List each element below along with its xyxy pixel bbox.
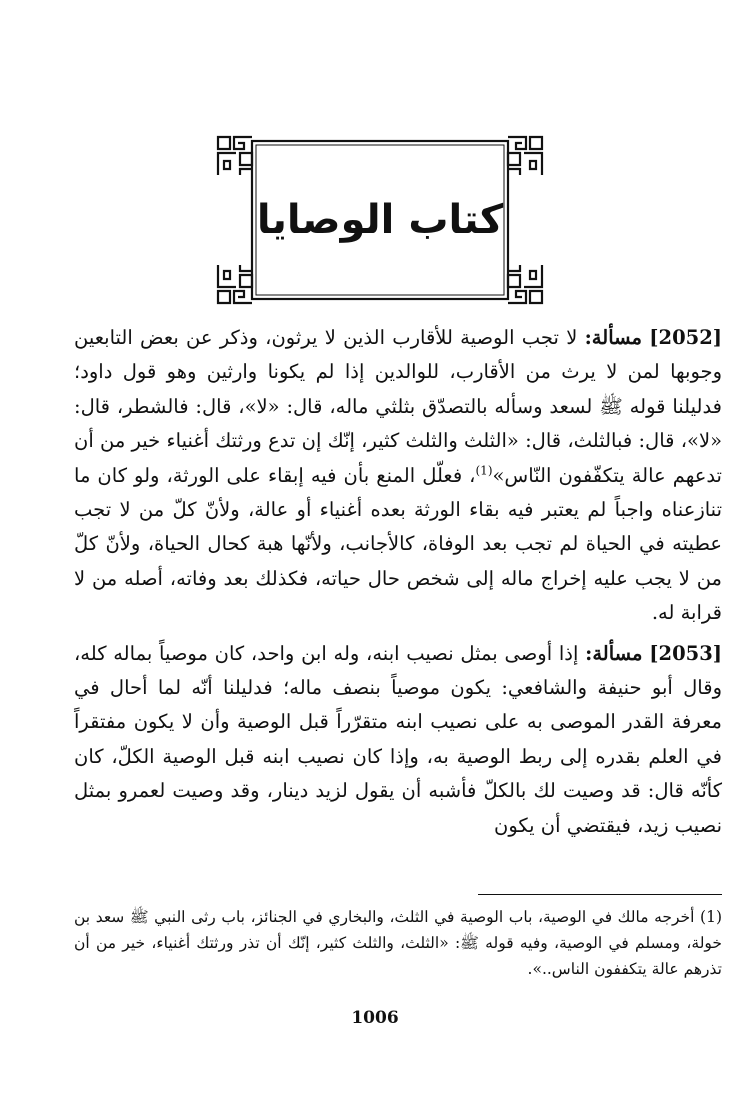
chapter-title-frame (212, 135, 548, 305)
issue-label: مسألة: (584, 326, 642, 349)
issue-text: إذا أوصى بمثل نصيب ابنه، وله ابن واحد، كان موصياً بماله كله، وقال أبو حنيفة والشافعي: يكون موصياً بنصف ماله؛ فدليلنا أنّه لما أحال في معرفة القدر الموصى به على نصيب ابنه متقرّراً قبل الوصية وأن لا يكون مفتقراً في العلم بقدره إلى ربط الوصية به، وإذا كان نصيب ابنه قبل الوصية الكلّ، كان كأنّه قال: قد وصيت لك بالكلّ فأشبه أن يقول لزيد دينار، وقد وصيت لعمرو بمثل نصيب زيد، فيقتضي أن يكون (74, 641, 722, 837)
footnote-text: أخرجه مالك في الوصية، باب الوصية في الثلث، والبخاري في الجنائز، باب رثى النبي ﷺ سعد بن خولة، ومسلم في الوصية، وفيه قوله ﷺ: «الثلث، والثلث كثير، إنّك أن تذر ورثتك أغنياء، خير من أن تذرهم عالة يتكففون الناس..». (74, 908, 722, 978)
issue-number: [2052] (649, 326, 723, 349)
issue-text: لا تجب الوصية للأقارب الذين لا يرثون، وذكر عن بعض التابعين وجوبها لمن لا يرث من الأقارب، للوالدين إذا لم يكونا وارثين وهو قول داود؛ فدليلنا قوله ﷺ لسعد وسأله بالتصدّق بثلثي ماله، قال: «لا»، قال: فالشطر، قال: «لا»، قال: فبالثلث، قال: «الثلث والثلث كثير، إنّك إن تدع ورثتك أغنياء خير من أن تدعهم عالة يتكفّفون النّاس» (74, 326, 722, 487)
footnote-divider (478, 894, 722, 895)
page-number: 1006 (351, 1008, 399, 1028)
footnote-paragraph (74, 904, 722, 982)
issue-number: [2053] (649, 641, 723, 665)
footnote-reference[interactable]: (1) (475, 463, 493, 478)
issue-label: مسألة: (585, 641, 643, 665)
chapter-title: كتاب الوصايا (256, 197, 504, 243)
issue-text-continued: ، فعلّل المنع بأن فيه إبقاء على الورثة، ولو كان ما تنازعناه واجباً لم يعتبر فيه بقاء الورثة بعده أغنياء أو عالة، ولأنّ كلّ من لا تجب عطيته في الحياة لم تجب بعد الوفاة، كالأجانب، ولأنّها هبة كحال الحياة، ولأنّ كلّ من لا يجب عليه إخراج ماله إلى شخص حال حياته، فكذلك بعد وفاته، أصله من لا قرابة له. (74, 463, 722, 625)
main-text (74, 321, 722, 849)
footnote (74, 904, 722, 982)
issue-paragraph (74, 321, 722, 631)
issue-paragraph (74, 637, 722, 843)
footnote-marker: (1) (700, 908, 722, 926)
